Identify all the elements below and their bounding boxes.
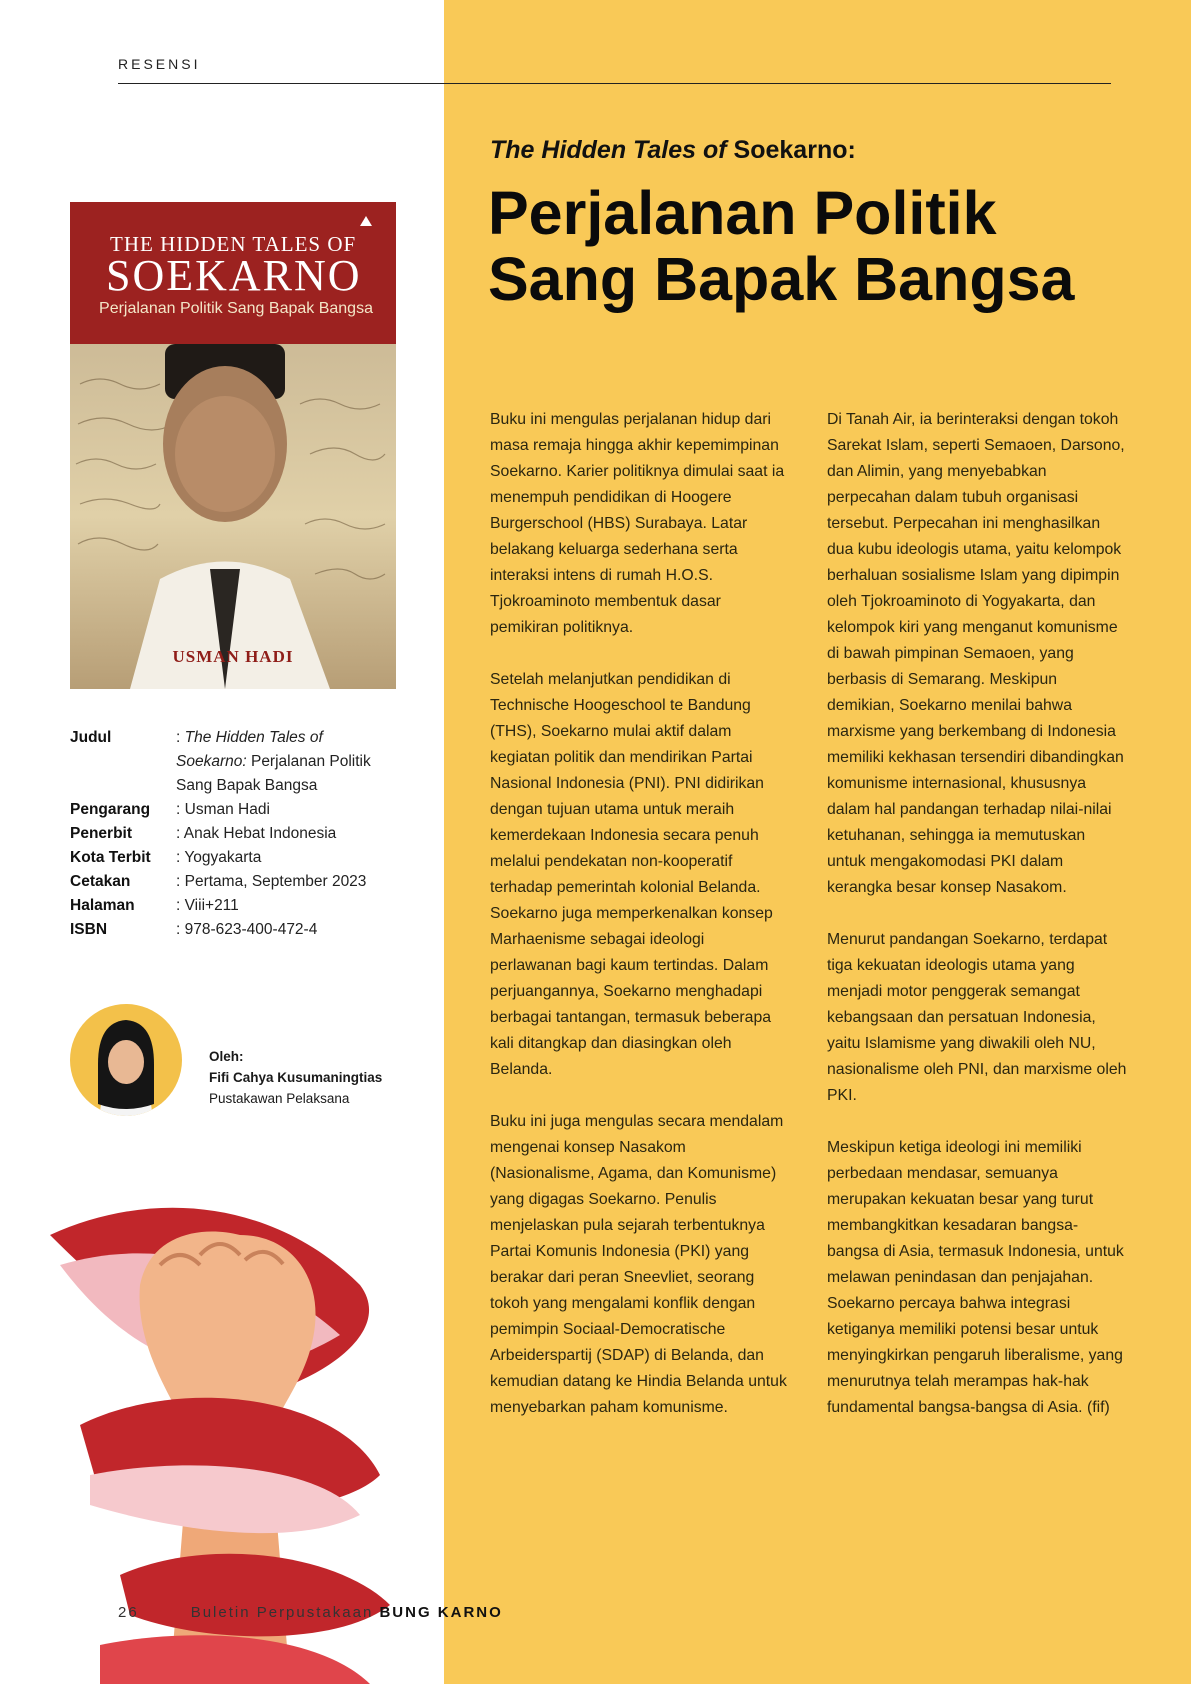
article-paragraph: Menurut pandangan Soekarno, terdapat tiga kekuatan ideologis utama yang menjadi motor penggerak semangat kebangsaan dan persatuan Indonesia, yaitu Islamisme yang diwakili oleh NU, nasionalisme oleh PNI, dan marxisme oleh PKI. <box>827 931 1127 1104</box>
cover-top-line: THE HIDDEN TALES OF <box>110 232 357 256</box>
book-cover <box>70 202 396 689</box>
book-info-row <box>70 870 386 894</box>
book-info-row <box>70 894 386 918</box>
book-info-value: : Pertama, September 2023 <box>176 873 367 890</box>
byline-label: Oleh: <box>209 1049 244 1064</box>
book-info-value: : Viii+211 <box>176 897 239 914</box>
portrait-illustration <box>70 344 396 689</box>
publisher-logo-icon <box>360 216 372 226</box>
headline-kicker: The Hidden Tales of Soekarno: <box>490 136 856 164</box>
book-info-key: ISBN <box>70 921 108 938</box>
book-info-table <box>70 726 386 942</box>
cover-portrait <box>70 344 396 689</box>
article-paragraph: Buku ini juga mengulas secara mendalam mengenai konsep Nasakom (Nasionalisme, Agama, dan Komunisme) yang digagas Soekarno. Penulis menjelaskan pula sejarah terbentuknya Partai Komunis Indonesia (PKI) yang berakar dari peran Sneevliet, seorang tokoh yang mengalami konflik dengan pemimpin Sociaal-Democratische Arbeiderspartij (SDAP) di Belanda, dan kemudian datang ke Hindia Belanda untuk menyebarkan paham komunisme. <box>490 1113 787 1416</box>
header-rule <box>118 83 1111 84</box>
book-info-row <box>70 822 386 846</box>
publication-name-bold: BUNG KARNO <box>379 1604 503 1621</box>
reviewer-name: Fifi Cahya Kusumaningtias <box>209 1070 383 1085</box>
article-column-1 <box>490 407 790 1447</box>
book-info-row <box>70 798 386 822</box>
article-paragraph: Di Tanah Air, ia berinteraksi dengan tokoh Sarekat Islam, seperti Semaoen, Darsono, dan Alimin, yang menyebabkan perpecahan dalam tubuh organisasi tersebut. Perpecahan ini menghasilkan dua kubu ideologis utama, yaitu kelompok berhaluan sosialisme Islam yang dipimpin oleh Tjokroaminoto di Yogyakarta, dan kelompok kiri yang menganut komunisme di bawah pimpinan Semaoen, yang berbasis di Semarang. Meskipun demikian, Soekarno menilai bahwa marxisme yang berkembang di Indonesia memiliki kekhasan tersendiri dibandingkan komunisme internasional, khususnya dalam hal pandangan terhadap nilai-nilai ketuhanan, sehingga ia memutuskan untuk mengakomodasi PKI dalam kerangka besar konsep Nasakom. <box>827 411 1125 896</box>
reviewer-avatar <box>70 1004 182 1116</box>
cover-name: SOEKARNO <box>106 251 362 300</box>
reviewer-role: Pustakawan Pelaksana <box>209 1091 350 1106</box>
book-info-key: Halaman <box>70 897 135 914</box>
article-paragraph: Setelah melanjutkan pendidikan di Technische Hoogeschool te Bandung (THS), Soekarno mulai aktif dalam kegiatan politik dan mendirikan Partai Nasional Indonesia (PNI). PNI didirikan dengan tujuan utama untuk meraih kemerdekaan Indonesia secara penuh melalui pendekatan non-kooperatif terhadap pemerintah kolonial Belanda. Soekarno juga memperkenalkan konsep Marhaenisme sebagai ideologi perlawanan bagi kaum tertindas. Dalam perjuangannya, Soekarno menghadapi berbagai tantangan, termasuk beberapa kali ditangkap dan diasingkan oleh Belanda. <box>490 671 773 1078</box>
book-info-row <box>70 726 386 798</box>
reviewer-portrait-icon <box>70 1004 182 1116</box>
book-info-key: Judul <box>70 729 112 746</box>
book-info-key: Cetakan <box>70 873 131 890</box>
book-info-key: Penerbit <box>70 825 133 842</box>
book-info-value: : The Hidden Tales of Soekarno: Perjalanan Politik Sang Bapak Bangsa <box>176 729 371 794</box>
book-info-value: : Yogyakarta <box>176 849 262 866</box>
article-paragraph: Buku ini mengulas perjalanan hidup dari masa remaja hingga akhir kepemimpinan Soekarno. Karier politiknya dimulai saat ia menempuh pendidikan di Hoogere Burgerschool (HBS) Surabaya. Latar belakang keluarga sederhana serta interaksi intens di rumah H.O.S. Tjokroaminoto membentuk dasar pemikiran politiknya. <box>490 411 785 636</box>
page-number: 26 <box>118 1604 139 1621</box>
book-info-row <box>70 918 386 942</box>
book-info-key: Pengarang <box>70 801 151 818</box>
cover-subtitle: Perjalanan Politik Sang Bapak Bangsa <box>99 300 373 317</box>
book-info-value: : Anak Hebat Indonesia <box>176 825 337 842</box>
book-info-value: : Usman Hadi <box>176 801 270 818</box>
cover-author: USMAN HADI <box>172 647 294 666</box>
headline-title: Perjalanan Politik Sang Bapak Bangsa <box>488 179 1075 313</box>
book-info-row <box>70 846 386 870</box>
page-footer <box>118 1604 503 1621</box>
section-label: RESENSI <box>118 56 201 72</box>
article-column-2 <box>827 407 1127 1447</box>
book-info-value: : 978-623-400-472-4 <box>176 921 318 938</box>
publication-name: Buletin Perpustakaan <box>190 1604 374 1621</box>
article-paragraph: Meskipun ketiga ideologi ini memiliki perbedaan mendasar, semuanya merupakan kekuatan besar yang turut membangkitkan kesadaran bangsa-bangsa di Asia, termasuk Indonesia, untuk melawan penindasan dan penjajahan. Soekarno percaya bahwa integrasi ketiganya memiliki potensi besar untuk menyingkirkan pengaruh liberalisme, yang menurutnya telah merampas hak-hak fundamental bangsa-bangsa di Asia. (fif) <box>827 1139 1124 1416</box>
reviewer-byline <box>209 1046 382 1109</box>
book-info-key: Kota Terbit <box>70 849 151 866</box>
